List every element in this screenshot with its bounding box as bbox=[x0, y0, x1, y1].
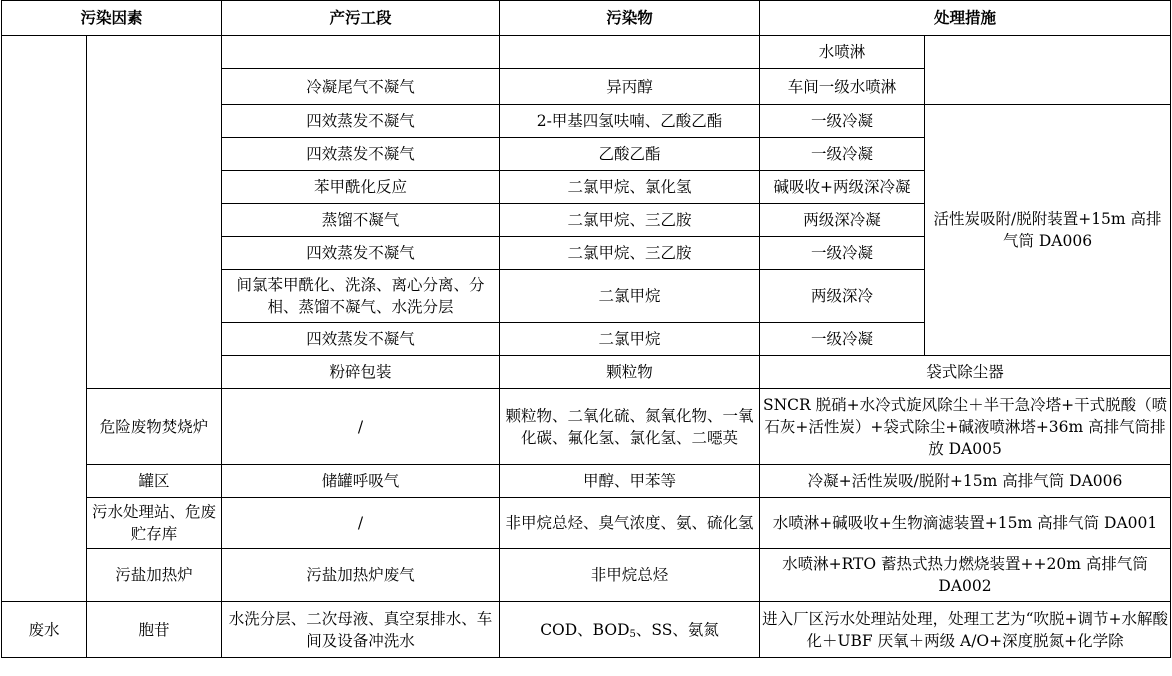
measure-cell: 碱吸收+两级深冷凝 bbox=[760, 171, 925, 204]
measure-cell: 一级冷凝 bbox=[760, 105, 925, 138]
header-stage: 产污工段 bbox=[222, 1, 500, 36]
table-row bbox=[2, 389, 1171, 465]
measure-cell: 一级冷凝 bbox=[760, 138, 925, 171]
pollutant-cell: 2-甲基四氢呋喃、乙酸乙酯 bbox=[500, 105, 760, 138]
shared-measure-cell: 活性炭吸附/脱附装置+15m 高排气筒 DA006 bbox=[925, 105, 1171, 356]
stage-cell: 四效蒸发不凝气 bbox=[222, 138, 500, 171]
stage-cell: 水洗分层、二次母液、真空泵排水、车间及设备冲洗水 bbox=[222, 602, 500, 658]
source-cell: 污水处理站、危废贮存库 bbox=[87, 498, 222, 549]
pollutant-cell: 颗粒物 bbox=[500, 356, 760, 389]
measure-merged-empty bbox=[925, 36, 1171, 105]
source-cell: 危险废物焚烧炉 bbox=[87, 389, 222, 465]
pollutant-cell: 二氯甲烷、三乙胺 bbox=[500, 204, 760, 237]
measure-cell: 水喷淋 bbox=[760, 36, 925, 69]
pollutant-cell bbox=[500, 602, 760, 658]
stage-cell: 蒸馏不凝气 bbox=[222, 204, 500, 237]
stage-cell: 间氯苯甲酰化、洗涤、离心分离、分相、蒸馏不凝气、水洗分层 bbox=[222, 270, 500, 323]
measure-cell: 进入厂区污水处理站处理，处理工艺为“吹脱+调节+水解酸化＋UBF 厌氧＋两级 A/O+深度脱氮+化学除 bbox=[760, 602, 1171, 658]
measure-cell: 两级深冷凝 bbox=[760, 204, 925, 237]
header-measure: 处理措施 bbox=[760, 1, 1171, 36]
pollutant-cell: 非甲烷总烃 bbox=[500, 549, 760, 602]
table-row bbox=[2, 602, 1171, 658]
pollutant-subscript: 5 bbox=[629, 628, 636, 640]
header-pollutant: 污染物 bbox=[500, 1, 760, 36]
stage-cell bbox=[222, 36, 500, 69]
stage-cell: 苯甲酰化反应 bbox=[222, 171, 500, 204]
measure-cell: 水喷淋+RTO 蓄热式热力燃烧装置++20m 高排气筒 DA002 bbox=[760, 549, 1171, 602]
stage-cell: 污盐加热炉废气 bbox=[222, 549, 500, 602]
stage-cell: / bbox=[222, 389, 500, 465]
measure-cell: 一级冷凝 bbox=[760, 323, 925, 356]
pollutant-cell: 非甲烷总烃、臭气浓度、氨、硫化氢 bbox=[500, 498, 760, 549]
pollutant-cell: 异丙醇 bbox=[500, 69, 760, 105]
pollutant-cell: 二氯甲烷、三乙胺 bbox=[500, 237, 760, 270]
stage-cell: / bbox=[222, 498, 500, 549]
stage-cell: 四效蒸发不凝气 bbox=[222, 237, 500, 270]
source-cell: 罐区 bbox=[87, 465, 222, 498]
pollution-control-table bbox=[1, 0, 1171, 658]
source-cell: 污盐加热炉 bbox=[87, 549, 222, 602]
header-row bbox=[2, 1, 1171, 36]
table-row bbox=[2, 549, 1171, 602]
stage-cell: 四效蒸发不凝气 bbox=[222, 105, 500, 138]
pollutant-cell: 二氯甲烷、氯化氢 bbox=[500, 171, 760, 204]
stage-cell: 粉碎包装 bbox=[222, 356, 500, 389]
measure-cell: 冷凝+活性炭吸/脱附+15m 高排气筒 DA006 bbox=[760, 465, 1171, 498]
measure-cell: SNCR 脱硝+水冷式旋风除尘＋半干急冷塔+干式脱酸（喷石灰+活性炭）+袋式除尘+碱液喷淋塔+36m 高排气筒排放 DA005 bbox=[760, 389, 1171, 465]
stage-cell: 四效蒸发不凝气 bbox=[222, 323, 500, 356]
table-row bbox=[2, 465, 1171, 498]
pollutant-cell: 甲醇、甲苯等 bbox=[500, 465, 760, 498]
source-cell: 胞苷 bbox=[87, 602, 222, 658]
pollutant-cell: 二氯甲烷 bbox=[500, 270, 760, 323]
measure-cell: 袋式除尘器 bbox=[760, 356, 1171, 389]
pollutant-cell: 颗粒物、二氧化硫、氮氧化物、一氧化碳、氟化氢、氯化氢、二噁英 bbox=[500, 389, 760, 465]
pollutant-text-a: COD、BOD bbox=[540, 620, 630, 639]
table-row bbox=[2, 36, 1171, 69]
header-factor: 污染因素 bbox=[2, 1, 222, 36]
stage-cell: 冷凝尾气不凝气 bbox=[222, 69, 500, 105]
pollutant-text-b: 、SS、氨氮 bbox=[635, 620, 719, 639]
measure-cell: 两级深冷 bbox=[760, 270, 925, 323]
stage-cell: 储罐呼吸气 bbox=[222, 465, 500, 498]
factor-cell-empty bbox=[2, 36, 87, 602]
pollutant-cell: 乙酸乙酯 bbox=[500, 138, 760, 171]
factor-cell: 废水 bbox=[2, 602, 87, 658]
source-cell-empty bbox=[87, 36, 222, 389]
measure-cell: 一级冷凝 bbox=[760, 237, 925, 270]
measure-cell: 车间一级水喷淋 bbox=[760, 69, 925, 105]
table-row bbox=[2, 498, 1171, 549]
measure-cell: 水喷淋+碱吸收+生物滴滤装置+15m 高排气筒 DA001 bbox=[760, 498, 1171, 549]
pollutant-cell: 二氯甲烷 bbox=[500, 323, 760, 356]
pollutant-cell bbox=[500, 36, 760, 69]
